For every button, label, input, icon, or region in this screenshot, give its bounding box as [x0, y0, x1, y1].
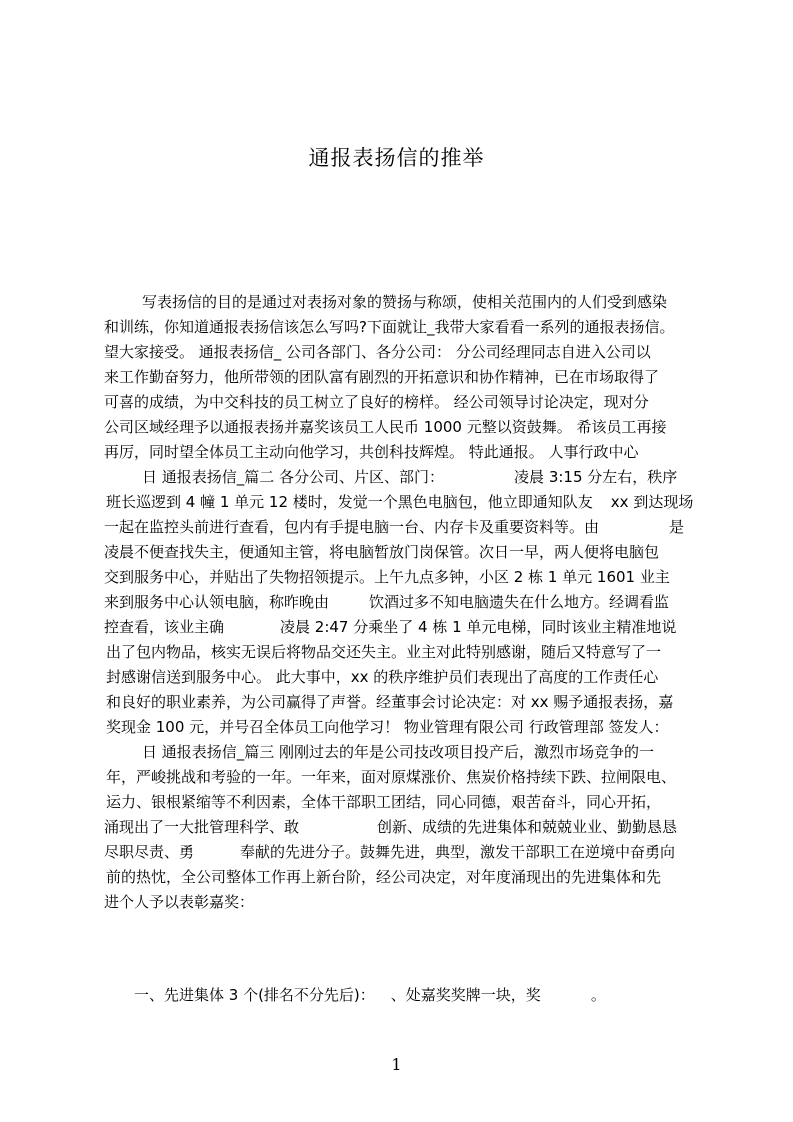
text-line — [104, 840, 698, 865]
text-line: 交到服务中心，并贴出了失物招领提示。上午九点多钟，小区 2 栋 1 单元 1601 业主 — [104, 568, 670, 586]
text-fragment: 、处嘉奖奖牌一块，奖 — [390, 986, 541, 1004]
text-line: 封感谢信送到服务中心。 此大事中，xx 的秩序维护员们表现出了高度的工作责任心 — [106, 668, 659, 686]
text-line: 望大家接受。 通报表扬信_ 公司各部门、各分公司： 分公司经理同志自进入公司以 — [104, 343, 651, 361]
text-line: 前的热忱，全公司整体工作再上新台阶，经公司决定，对年度涌现出的先进集体和先 — [106, 868, 662, 886]
text-line — [104, 590, 698, 615]
text-fragment: 控查看，该业主确 — [104, 618, 225, 636]
text-line: 年，严峻挑战和考验的一年。一年来，面对原煤涨价、焦炭价格持续下跌、拉闸限电、 — [106, 768, 677, 786]
text-line: 和训练，你知道通报表扬信该怎么写吗?下面就让_我带大家看看一系列的通报表扬信。 — [104, 318, 675, 336]
text-line: 凌晨不便查找失主，便通知主管，将电脑暂放门岗保管。次日一早，两人便将电脑包 — [104, 543, 660, 561]
text-fragment: 凌晨 3:15 分左右，秩序 — [514, 468, 678, 486]
text-line — [104, 490, 698, 515]
text-fragment: 饮酒过多不知电脑遗失在什么地方。经调看监 — [369, 593, 670, 611]
text-fragment: 凌晨 2:47 分乘坐了 4 栋 1 单元电梯，同时该业主精准地说 — [280, 618, 677, 636]
text-line — [104, 515, 698, 540]
text-line: 运力、银根紧缩等不利因素，全体干部职工团结，同心同德，艰苦奋斗，同心开拓， — [106, 793, 662, 811]
text-fragment: 一、先进集体 3 个(排名不分先后)： — [134, 986, 375, 1004]
text-fragment: 尽职尽责、勇 — [104, 843, 195, 861]
text-fragment: 来到服务中心认领电脑，称昨晚由 — [104, 593, 330, 611]
section-heading — [134, 983, 606, 1008]
text-fragment: 日 通报表扬信_篇二 各分公司、片区、部门： — [142, 468, 445, 486]
document-title: 通报表扬信的推举 — [308, 146, 485, 170]
document-body — [104, 290, 698, 915]
text-line: 和良好的职业素养，为公司赢得了声誉。经董事会讨论决定：对 xx 赐予通报表扬，嘉 — [106, 693, 674, 711]
text-fragment: 涌现出了一大批管理科学、敢 — [104, 818, 300, 836]
text-line — [104, 465, 698, 490]
text-line — [104, 815, 698, 840]
text-line: 写表扬信的目的是通过对表扬对象的赞扬与称颂，使相关范围内的人们受到感染 — [142, 293, 668, 311]
text-line: 进个人予以表彰嘉奖： — [104, 893, 255, 911]
text-line: 奖现金 100 元，并号召全体员工向他学习！ 物业管理有限公司 行政管理部 签发人： — [106, 718, 669, 736]
text-fragment: 是 — [669, 518, 685, 536]
text-line — [104, 615, 698, 640]
page-number: 1 — [391, 1055, 402, 1074]
text-line: 出了包内物品，核实无误后将物品交还失主。业主对此特别感谢，随后又特意写了一 — [106, 643, 662, 661]
text-fragment: 。 — [590, 986, 606, 1004]
text-line: 来工作勤奋努力，他所带领的团队富有剧烈的开拓意识和协作精神，已在市场取得了 — [104, 368, 660, 386]
text-fragment: 班长巡逻到 4 幢 1 单元 12 楼时，发觉一个黑色电脑包，他立即通知队友 — [106, 493, 593, 511]
text-line: 日 通报表扬信_篇三 刚刚过去的年是公司技改项目投产后，激烈市场竞争的一 — [142, 743, 655, 761]
text-line: 可喜的成绩，为中交科技的员工树立了良好的榜样。 经公司领导讨论决定，现对分 — [104, 393, 649, 411]
text-line: 公司区域经理予以通报表扬并嘉奖该员工人民币 1000 元整以资鼓舞。 希该员工再接 — [104, 418, 667, 436]
text-fragment: xx 到达现场 — [610, 493, 694, 511]
text-fragment: 创新、成绩的先进集体和兢兢业业、勤勤恳恳 — [377, 818, 678, 836]
text-fragment: 奉献的先进分子。鼓舞先进，典型，激发干部职工在逆境中奋勇向 — [240, 843, 676, 861]
text-line: 再厉，同时望全体员工主动向他学习，共创科技辉煌。 特此通报。 人事行政中心 — [104, 443, 639, 461]
text-fragment: 一起在监控头前进行查看，包内有手提电脑一台、内存卡及重要资料等。由 — [104, 518, 600, 536]
